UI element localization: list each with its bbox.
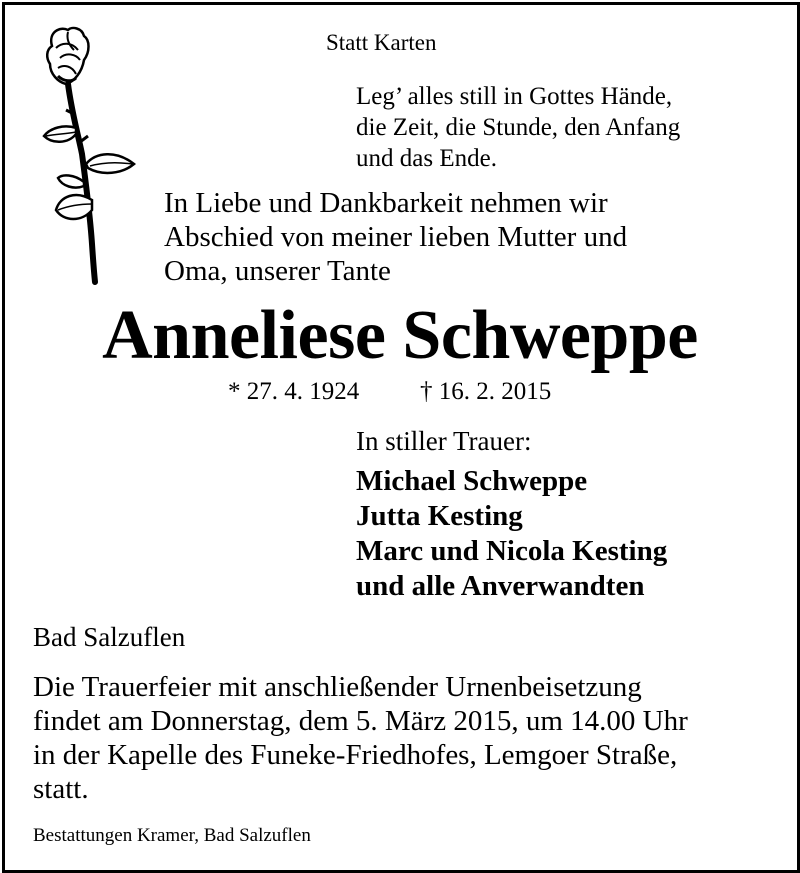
mourner-name: Jutta Kesting [356, 500, 523, 532]
header-text: Statt Karten [326, 30, 437, 55]
place-text: Bad Salzuflen [33, 622, 186, 652]
mourner-name: und alle Anverwandten [356, 570, 645, 602]
intro-line: Oma, unserer Tante [164, 255, 391, 287]
mourner-name: Michael Schweppe [356, 465, 588, 497]
intro-line: In Liebe und Dankbarkeit nehmen wir [164, 187, 608, 219]
intro-text [164, 186, 764, 288]
verse [356, 81, 766, 174]
mourners-heading: In stiller Trauer: [356, 426, 532, 456]
mourners-list [356, 464, 776, 604]
birth-date: * 27. 4. 1924 [228, 378, 360, 405]
verse-line: die Zeit, die Stunde, den Anfang [356, 114, 681, 141]
undertaker-text: Bestattungen Kramer, Bad Salzuflen [33, 825, 311, 846]
funeral-line: in der Kapelle des Funeke-Friedhofes, Lemgoer Straße, [33, 739, 678, 771]
funeral-line: statt. [33, 773, 89, 805]
funeral-line: Die Trauerfeier mit anschließender Urnenbeisetzung [33, 671, 642, 703]
verse-line: und das Ende. [356, 145, 497, 172]
verse-line: Leg’ alles still in Gottes Hände, [356, 83, 673, 110]
funeral-notice [33, 670, 793, 806]
funeral-line: findet am Donnerstag, dem 5. März 2015, um 14.00 Uhr [33, 705, 688, 737]
mourner-name: Marc und Nicola Kesting [356, 535, 668, 567]
deceased-name: Anneliese Schweppe [102, 297, 698, 374]
death-date: † 16. 2. 2015 [420, 378, 552, 405]
rose-icon [38, 24, 138, 286]
intro-line: Abschied von meiner lieben Mutter und [164, 221, 628, 253]
